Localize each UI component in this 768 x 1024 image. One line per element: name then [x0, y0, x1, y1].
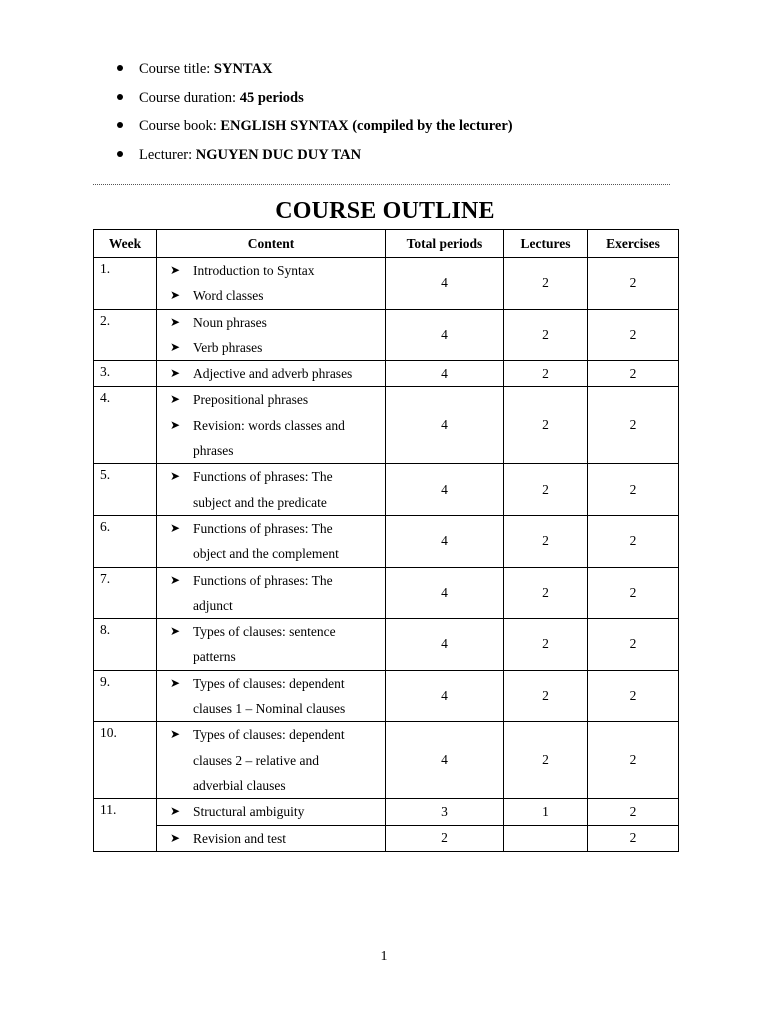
lectures-cell: 2: [504, 722, 588, 799]
content-item: [157, 619, 385, 670]
total-periods-cell: 4: [386, 567, 504, 619]
total-periods-cell: 4: [386, 258, 504, 310]
arrow-bullet-icon: ➤: [169, 830, 181, 845]
table-row: [94, 799, 679, 825]
header-content: Content: [157, 230, 386, 258]
content-text: [193, 516, 385, 567]
exercises-cell: 2: [588, 722, 679, 799]
exercises-cell: 2: [588, 464, 679, 516]
content-cell: [157, 387, 386, 464]
content-line: subject and the predicate: [193, 494, 327, 510]
table-header-row: [94, 230, 679, 258]
table-row: [94, 464, 679, 516]
exercises-cell: 2: [588, 309, 679, 361]
week-cell: 5.: [94, 464, 157, 516]
course-title-value: SYNTAX: [213, 61, 273, 77]
content-line: Structural ambiguity: [193, 804, 305, 820]
table-row: [94, 722, 679, 799]
table-row: [94, 670, 679, 722]
content-line: Functions of phrases: The: [193, 520, 333, 536]
content-item: [157, 722, 385, 798]
content-text: [193, 310, 385, 335]
content-line: adjunct: [193, 597, 233, 613]
content-line: Verb phrases: [193, 339, 263, 355]
exercises-cell: 2: [588, 799, 679, 825]
bullet-icon: [117, 151, 123, 157]
dotted-divider: [93, 184, 670, 185]
lectures-cell: 2: [504, 387, 588, 464]
arrow-bullet-icon: ➤: [169, 572, 181, 587]
content-text: [193, 335, 385, 360]
bullet-icon: [117, 65, 123, 71]
content-line: Types of clauses: dependent: [193, 675, 345, 691]
content-line: patterns: [193, 649, 236, 665]
total-periods-cell: 4: [386, 464, 504, 516]
arrow-bullet-icon: ➤: [169, 804, 181, 819]
arrow-bullet-icon: ➤: [169, 469, 181, 484]
lectures-cell: 2: [504, 515, 588, 567]
content-text: [193, 619, 385, 670]
arrow-bullet-icon: ➤: [169, 520, 181, 535]
arrow-bullet-icon: ➤: [169, 288, 181, 303]
content-text: [193, 258, 385, 283]
content-item: [157, 258, 385, 283]
content-item: [157, 283, 385, 308]
total-periods-cell: 4: [386, 515, 504, 567]
content-text: [193, 464, 385, 515]
lecturer-value: NGUYEN DUC DUY TAN: [195, 146, 362, 163]
content-text: [193, 722, 385, 798]
page-number: 1: [380, 949, 388, 964]
content-cell: [157, 309, 386, 361]
content-cell: [157, 670, 386, 722]
header-total-periods: Total periods: [386, 230, 504, 258]
table-row: [94, 515, 679, 567]
lecturer-item: Lecturer: NGUYEN DUC DUY TAN: [117, 144, 513, 173]
content-line: Functions of phrases: The: [193, 572, 333, 588]
content-line: Word classes: [193, 288, 264, 304]
content-text: [193, 413, 385, 464]
table-row: [94, 567, 679, 619]
lectures-cell: 2: [504, 361, 588, 387]
content-line: Revision and test: [193, 830, 286, 846]
content-cell: [157, 567, 386, 619]
content-text: [193, 361, 385, 386]
week-cell: 8.: [94, 619, 157, 671]
content-line: Functions of phrases: The: [193, 469, 333, 485]
course-book-value: ENGLISH SYNTAX (compiled by the lecturer): [220, 118, 513, 135]
content-item: [157, 387, 385, 412]
content-line: object and the complement: [193, 546, 339, 562]
content-item: [157, 361, 385, 386]
table-row: [94, 387, 679, 464]
content-line: Revision: words classes and: [193, 417, 345, 433]
content-cell: [157, 619, 386, 671]
exercises-cell: 2: [588, 619, 679, 671]
lectures-cell: 1: [504, 799, 588, 825]
content-cell: [157, 258, 386, 310]
content-line: Introduction to Syntax: [193, 263, 315, 278]
exercises-cell: 2: [588, 387, 679, 464]
content-line: adverbial clauses: [193, 777, 286, 793]
content-item: [157, 799, 385, 824]
exercises-cell: 2: [588, 567, 679, 619]
content-item: [157, 568, 385, 619]
total-periods-cell: 3: [386, 799, 504, 825]
content-text: [193, 799, 385, 824]
course-info-list: [117, 58, 513, 172]
header-exercises: Exercises: [588, 230, 679, 258]
content-line: phrases: [193, 443, 234, 459]
content-text: [193, 283, 385, 308]
content-item: [157, 826, 385, 851]
content-line: Types of clauses: sentence: [193, 624, 336, 640]
content-item: [157, 516, 385, 567]
content-text: [193, 387, 385, 412]
exercises-cell: 2: [588, 825, 679, 851]
content-cell: [157, 825, 386, 851]
table-row: [94, 309, 679, 361]
content-line: clauses 1 – Nominal clauses: [193, 701, 346, 717]
lectures-cell: 2: [504, 567, 588, 619]
content-text: [193, 671, 385, 722]
content-line: Adjective and adverb phrases: [193, 366, 353, 382]
exercises-cell: 2: [588, 670, 679, 722]
content-cell: [157, 464, 386, 516]
week-cell: 7.: [94, 567, 157, 619]
week-cell: 3.: [94, 361, 157, 387]
outline-title: COURSE OUTLINE: [275, 198, 495, 224]
lectures-cell: 2: [504, 309, 588, 361]
content-text: [193, 568, 385, 619]
course-book-item: Course book: ENGLISH SYNTAX (compiled by the lecturer): [117, 115, 513, 144]
content-line: Types of clauses: dependent: [193, 727, 345, 743]
content-item: [157, 671, 385, 722]
table-row: [94, 619, 679, 671]
arrow-bullet-icon: ➤: [169, 314, 181, 329]
arrow-bullet-icon: ➤: [169, 417, 181, 432]
arrow-bullet-icon: ➤: [169, 263, 181, 277]
arrow-bullet-icon: ➤: [169, 624, 181, 639]
lectures-cell: [504, 825, 588, 851]
course-duration-item: Course duration: 45 periods: [117, 87, 513, 116]
lectures-cell: 2: [504, 258, 588, 310]
bullet-icon: [117, 94, 123, 100]
content-line: Noun phrases: [193, 314, 267, 330]
week-cell: 4.: [94, 387, 157, 464]
content-line: Prepositional phrases: [193, 392, 309, 408]
arrow-bullet-icon: ➤: [169, 339, 181, 354]
total-periods-cell: 4: [386, 309, 504, 361]
total-periods-cell: 2: [386, 825, 504, 851]
content-item: [157, 310, 385, 335]
arrow-bullet-icon: ➤: [169, 675, 181, 690]
content-cell: [157, 361, 386, 387]
table-row: [94, 361, 679, 387]
total-periods-cell: 4: [386, 619, 504, 671]
header-lectures: Lectures: [504, 230, 588, 258]
total-periods-cell: 4: [386, 387, 504, 464]
bullet-icon: [117, 122, 123, 128]
total-periods-cell: 4: [386, 722, 504, 799]
lectures-cell: 2: [504, 464, 588, 516]
week-cell: 6.: [94, 515, 157, 567]
course-outline-table: [93, 229, 679, 852]
content-text: [193, 826, 385, 851]
content-cell: [157, 722, 386, 799]
content-item: [157, 413, 385, 464]
content-cell: [157, 515, 386, 567]
content-line: clauses 2 – relative and: [193, 752, 319, 768]
week-cell: 10.: [94, 722, 157, 799]
lectures-cell: 2: [504, 619, 588, 671]
week-cell: 2.: [94, 309, 157, 361]
exercises-cell: 2: [588, 515, 679, 567]
header-week: Week: [94, 230, 157, 258]
content-item: [157, 335, 385, 360]
table-row: [94, 258, 679, 310]
total-periods-cell: 4: [386, 670, 504, 722]
table-row: [94, 825, 679, 851]
content-cell: [157, 799, 386, 825]
week-cell: 9.: [94, 670, 157, 722]
exercises-cell: 2: [588, 361, 679, 387]
lectures-cell: 2: [504, 670, 588, 722]
arrow-bullet-icon: ➤: [169, 392, 181, 407]
total-periods-cell: 4: [386, 361, 504, 387]
content-item: [157, 464, 385, 515]
exercises-cell: 2: [588, 258, 679, 310]
arrow-bullet-icon: ➤: [169, 727, 181, 742]
course-title-item: Course title: SYNTAX: [117, 58, 513, 87]
week-cell: 11.: [94, 799, 157, 852]
course-duration-value: 45 periods: [239, 89, 304, 106]
week-cell: 1.: [94, 258, 157, 310]
arrow-bullet-icon: ➤: [169, 366, 181, 381]
